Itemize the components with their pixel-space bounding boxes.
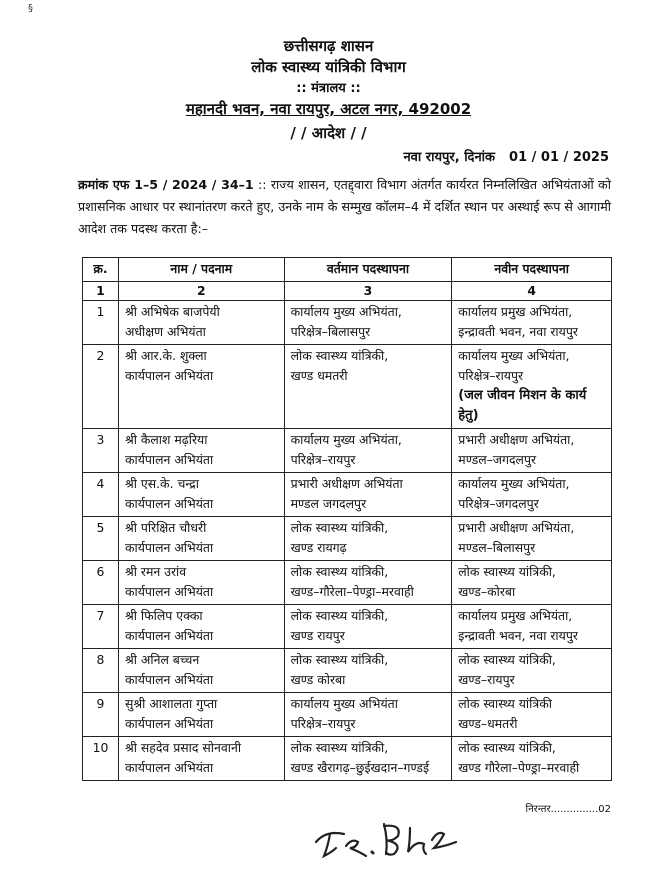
row-sno: 1: [83, 301, 119, 345]
officer-designation: कार्यपालन अभियंता: [124, 584, 214, 599]
continued-marker: निरन्तर...............02: [525, 804, 611, 815]
new-posting-line2: खण्ड–धमतरी: [458, 716, 518, 731]
current-posting-cell: [284, 561, 452, 605]
current-posting-cell: [284, 429, 452, 473]
current-posting-line1: लोक स्वास्थ्य यांत्रिकी,: [290, 608, 389, 623]
current-posting-cell: [284, 301, 452, 345]
new-posting-line1: कार्यालय मुख्य अभियंता,: [458, 476, 570, 491]
officer-designation: कार्यपालन अभियंता: [124, 368, 214, 383]
officer-designation: कार्यपालन अभियंता: [124, 496, 214, 511]
current-posting-cell: [284, 345, 452, 429]
current-posting-line2: खण्ड रायगढ़: [290, 540, 347, 555]
new-posting-line1: लोक स्वास्थ्य यांत्रिकी,: [458, 740, 556, 755]
posting-note: (जल जीवन मिशन के कार्य हेतु): [458, 388, 587, 423]
new-posting-line2: खण्ड–कोरबा: [458, 584, 516, 599]
col-number: 2: [118, 282, 284, 301]
officer-name: श्री अभिषेक बाजपेयी: [124, 304, 220, 319]
new-posting-cell: [452, 737, 612, 781]
name-cell: [118, 605, 284, 649]
ministry-label: :: मंत्रालय ::: [296, 81, 361, 96]
col-number: 3: [284, 282, 452, 301]
order-number: क्रमांक एफ 1–5 / 2024 / 34–1: [78, 177, 254, 192]
new-posting-line1: कार्यालय प्रमुख अभियंता,: [458, 304, 573, 319]
current-posting-line2: खण्ड–गौरेला–पेण्ड्रा–मरवाही: [290, 584, 414, 599]
new-posting-line2: मण्डल–बिलासपुर: [458, 540, 536, 555]
column-number-row: [83, 282, 612, 301]
name-cell: [118, 473, 284, 517]
officer-name: श्री आर.के. शुक्ला: [124, 348, 207, 363]
current-posting-line1: प्रभारी अधीक्षण अभियंता: [290, 476, 403, 491]
current-posting-line1: लोक स्वास्थ्य यांत्रिकी,: [290, 652, 389, 667]
order-paragraph: [78, 174, 611, 240]
new-posting-cell: [452, 605, 612, 649]
new-posting-cell: [452, 693, 612, 737]
row-sno: 5: [83, 517, 119, 561]
current-posting-cell: [284, 737, 452, 781]
table-row: [83, 517, 612, 561]
header-sno: क्र.: [83, 258, 119, 282]
order-title: / / आदेश / /: [290, 124, 367, 142]
current-posting-cell: [284, 517, 452, 561]
current-posting-cell: [284, 473, 452, 517]
table-row: [83, 605, 612, 649]
name-cell: [118, 301, 284, 345]
row-sno: 2: [83, 345, 119, 429]
name-cell: [118, 561, 284, 605]
new-posting-line2: इन्द्रावती भवन, नवा रायपुर: [458, 324, 578, 339]
current-posting-line1: लोक स्वास्थ्य यांत्रिकी,: [290, 348, 389, 363]
new-posting-line1: लोक स्वास्थ्य यांत्रिकी,: [458, 652, 556, 667]
current-posting-cell: [284, 649, 452, 693]
govt-name: छत्तीसगढ़ शासन: [283, 37, 374, 55]
current-posting-line2: परिक्षेत्र–बिलासपुर: [290, 324, 371, 339]
col-number: 4: [452, 282, 612, 301]
new-posting-line2: खण्ड गौरेला–पेण्ड्रा–मरवाही: [458, 760, 580, 775]
name-cell: [118, 693, 284, 737]
new-posting-cell: [452, 473, 612, 517]
row-sno: 6: [83, 561, 119, 605]
row-sno: 3: [83, 429, 119, 473]
new-posting-line2: परिक्षेत्र–जगदलपुर: [458, 496, 539, 511]
new-posting-line1: प्रभारी अधीक्षण अभियंता,: [458, 520, 575, 535]
name-cell: [118, 345, 284, 429]
current-posting-line1: लोक स्वास्थ्य यांत्रिकी,: [290, 740, 389, 755]
new-posting-line2: खण्ड–रायपुर: [458, 672, 515, 687]
officer-designation: कार्यपालन अभियंता: [124, 540, 214, 555]
officer-name: श्री एस.के. चन्द्रा: [124, 476, 199, 491]
name-cell: [118, 429, 284, 473]
row-sno: 8: [83, 649, 119, 693]
table-row: [83, 737, 612, 781]
table-row: [83, 429, 612, 473]
officer-name: श्री कैलाश मढ़रिया: [124, 432, 208, 447]
current-posting-line1: लोक स्वास्थ्य यांत्रिकी,: [290, 564, 389, 579]
new-posting-cell: [452, 517, 612, 561]
current-posting-line2: खण्ड धमतरी: [290, 368, 348, 383]
officer-name: श्री रमन उरांव: [124, 564, 187, 579]
order-text: :: राज्य शासन, एतद्द्वारा विभाग अंतर्गत कार्यरत निम्नलिखित अभियंताओं को प्रशासनिक आधार पर स्थानांतरण करते हुए, उनके नाम के सम्मुख कॉलम–4 में दर्शित स्थान पर अस्थाई रूप से आगामी आदेश तक पदस्थ करता है:–: [78, 177, 611, 236]
current-posting-line1: कार्यालय मुख्य अभियंता,: [290, 304, 402, 319]
table-row: [83, 693, 612, 737]
officer-name: श्री सहदेव प्रसाद सोनवानी: [124, 740, 242, 755]
header-name: नाम / पदनाम: [118, 258, 284, 282]
new-posting-line2: परिक्षेत्र–रायपुर: [458, 368, 524, 383]
officer-designation: कार्यपालन अभियंता: [124, 452, 214, 467]
officer-designation: कार्यपालन अभियंता: [124, 672, 214, 687]
new-posting-line2: इन्द्रावती भवन, नवा रायपुर: [458, 628, 578, 643]
transfer-table: [82, 257, 612, 781]
header-current-posting: वर्तमान पदस्थापना: [284, 258, 452, 282]
name-cell: [118, 737, 284, 781]
corner-mark: §: [28, 3, 33, 14]
row-sno: 4: [83, 473, 119, 517]
row-sno: 7: [83, 605, 119, 649]
current-posting-cell: [284, 605, 452, 649]
officer-designation: कार्यपालन अभियंता: [124, 716, 214, 731]
signature: [306, 812, 466, 862]
col-number: 1: [83, 282, 119, 301]
new-posting-line1: कार्यालय मुख्य अभियंता,: [458, 348, 570, 363]
officer-designation: कार्यपालन अभियंता: [124, 628, 214, 643]
current-posting-line2: खण्ड कोरबा: [290, 672, 346, 687]
order-date: 01 / 01 / 2025: [509, 150, 609, 165]
current-posting-line2: खण्ड रायपुर: [290, 628, 345, 643]
new-posting-line1: लोक स्वास्थ्य यांत्रिकी,: [458, 564, 556, 579]
officer-name: सुश्री आशालता गुप्ता: [124, 696, 218, 711]
table-row: [83, 649, 612, 693]
office-address: महानदी भवन, नवा रायपुर, अटल नगर, 492002: [185, 100, 472, 118]
place-label: नवा रायपुर, दिनांक: [403, 150, 496, 165]
table-row: [83, 345, 612, 429]
current-posting-line2: मण्डल जगदलपुर: [290, 496, 367, 511]
header-new-posting: नवीन पदस्थापना: [452, 258, 612, 282]
officer-name: श्री फिलिप एक्का: [124, 608, 203, 623]
new-posting-line1: कार्यालय प्रमुख अभियंता,: [458, 608, 573, 623]
table-header-row: [83, 258, 612, 282]
place-date: [403, 147, 609, 165]
new-posting-line1: प्रभारी अधीक्षण अभियंता,: [458, 432, 575, 447]
current-posting-line1: कार्यालय मुख्य अभियंता,: [290, 432, 402, 447]
table-row: [83, 561, 612, 605]
new-posting-line2: मण्डल–जगदलपुर: [458, 452, 537, 467]
current-posting-line1: लोक स्वास्थ्य यांत्रिकी,: [290, 520, 389, 535]
table-row: [83, 301, 612, 345]
new-posting-cell: [452, 301, 612, 345]
current-posting-line2: खण्ड खैरागढ़–छुईखदान–गण्डई: [290, 760, 430, 775]
name-cell: [118, 517, 284, 561]
officer-name: श्री परिक्षित चौधरी: [124, 520, 207, 535]
row-sno: 10: [83, 737, 119, 781]
new-posting-cell: [452, 345, 612, 429]
current-posting-line2: परिक्षेत्र–रायपुर: [290, 452, 356, 467]
department-name: लोक स्वास्थ्य यांत्रिकी विभाग: [251, 58, 406, 76]
name-cell: [118, 649, 284, 693]
current-posting-cell: [284, 693, 452, 737]
officer-name: श्री अनिल बच्चन: [124, 652, 200, 667]
row-sno: 9: [83, 693, 119, 737]
table-row: [83, 473, 612, 517]
new-posting-line1: लोक स्वास्थ्य यांत्रिकी: [458, 696, 552, 711]
current-posting-line2: परिक्षेत्र–रायपुर: [290, 716, 356, 731]
new-posting-cell: [452, 429, 612, 473]
new-posting-cell: [452, 561, 612, 605]
officer-designation: कार्यपालन अभियंता: [124, 760, 214, 775]
officer-designation: अधीक्षण अभियंता: [124, 324, 206, 339]
new-posting-cell: [452, 649, 612, 693]
current-posting-line1: कार्यालय मुख्य अभियंता: [290, 696, 398, 711]
